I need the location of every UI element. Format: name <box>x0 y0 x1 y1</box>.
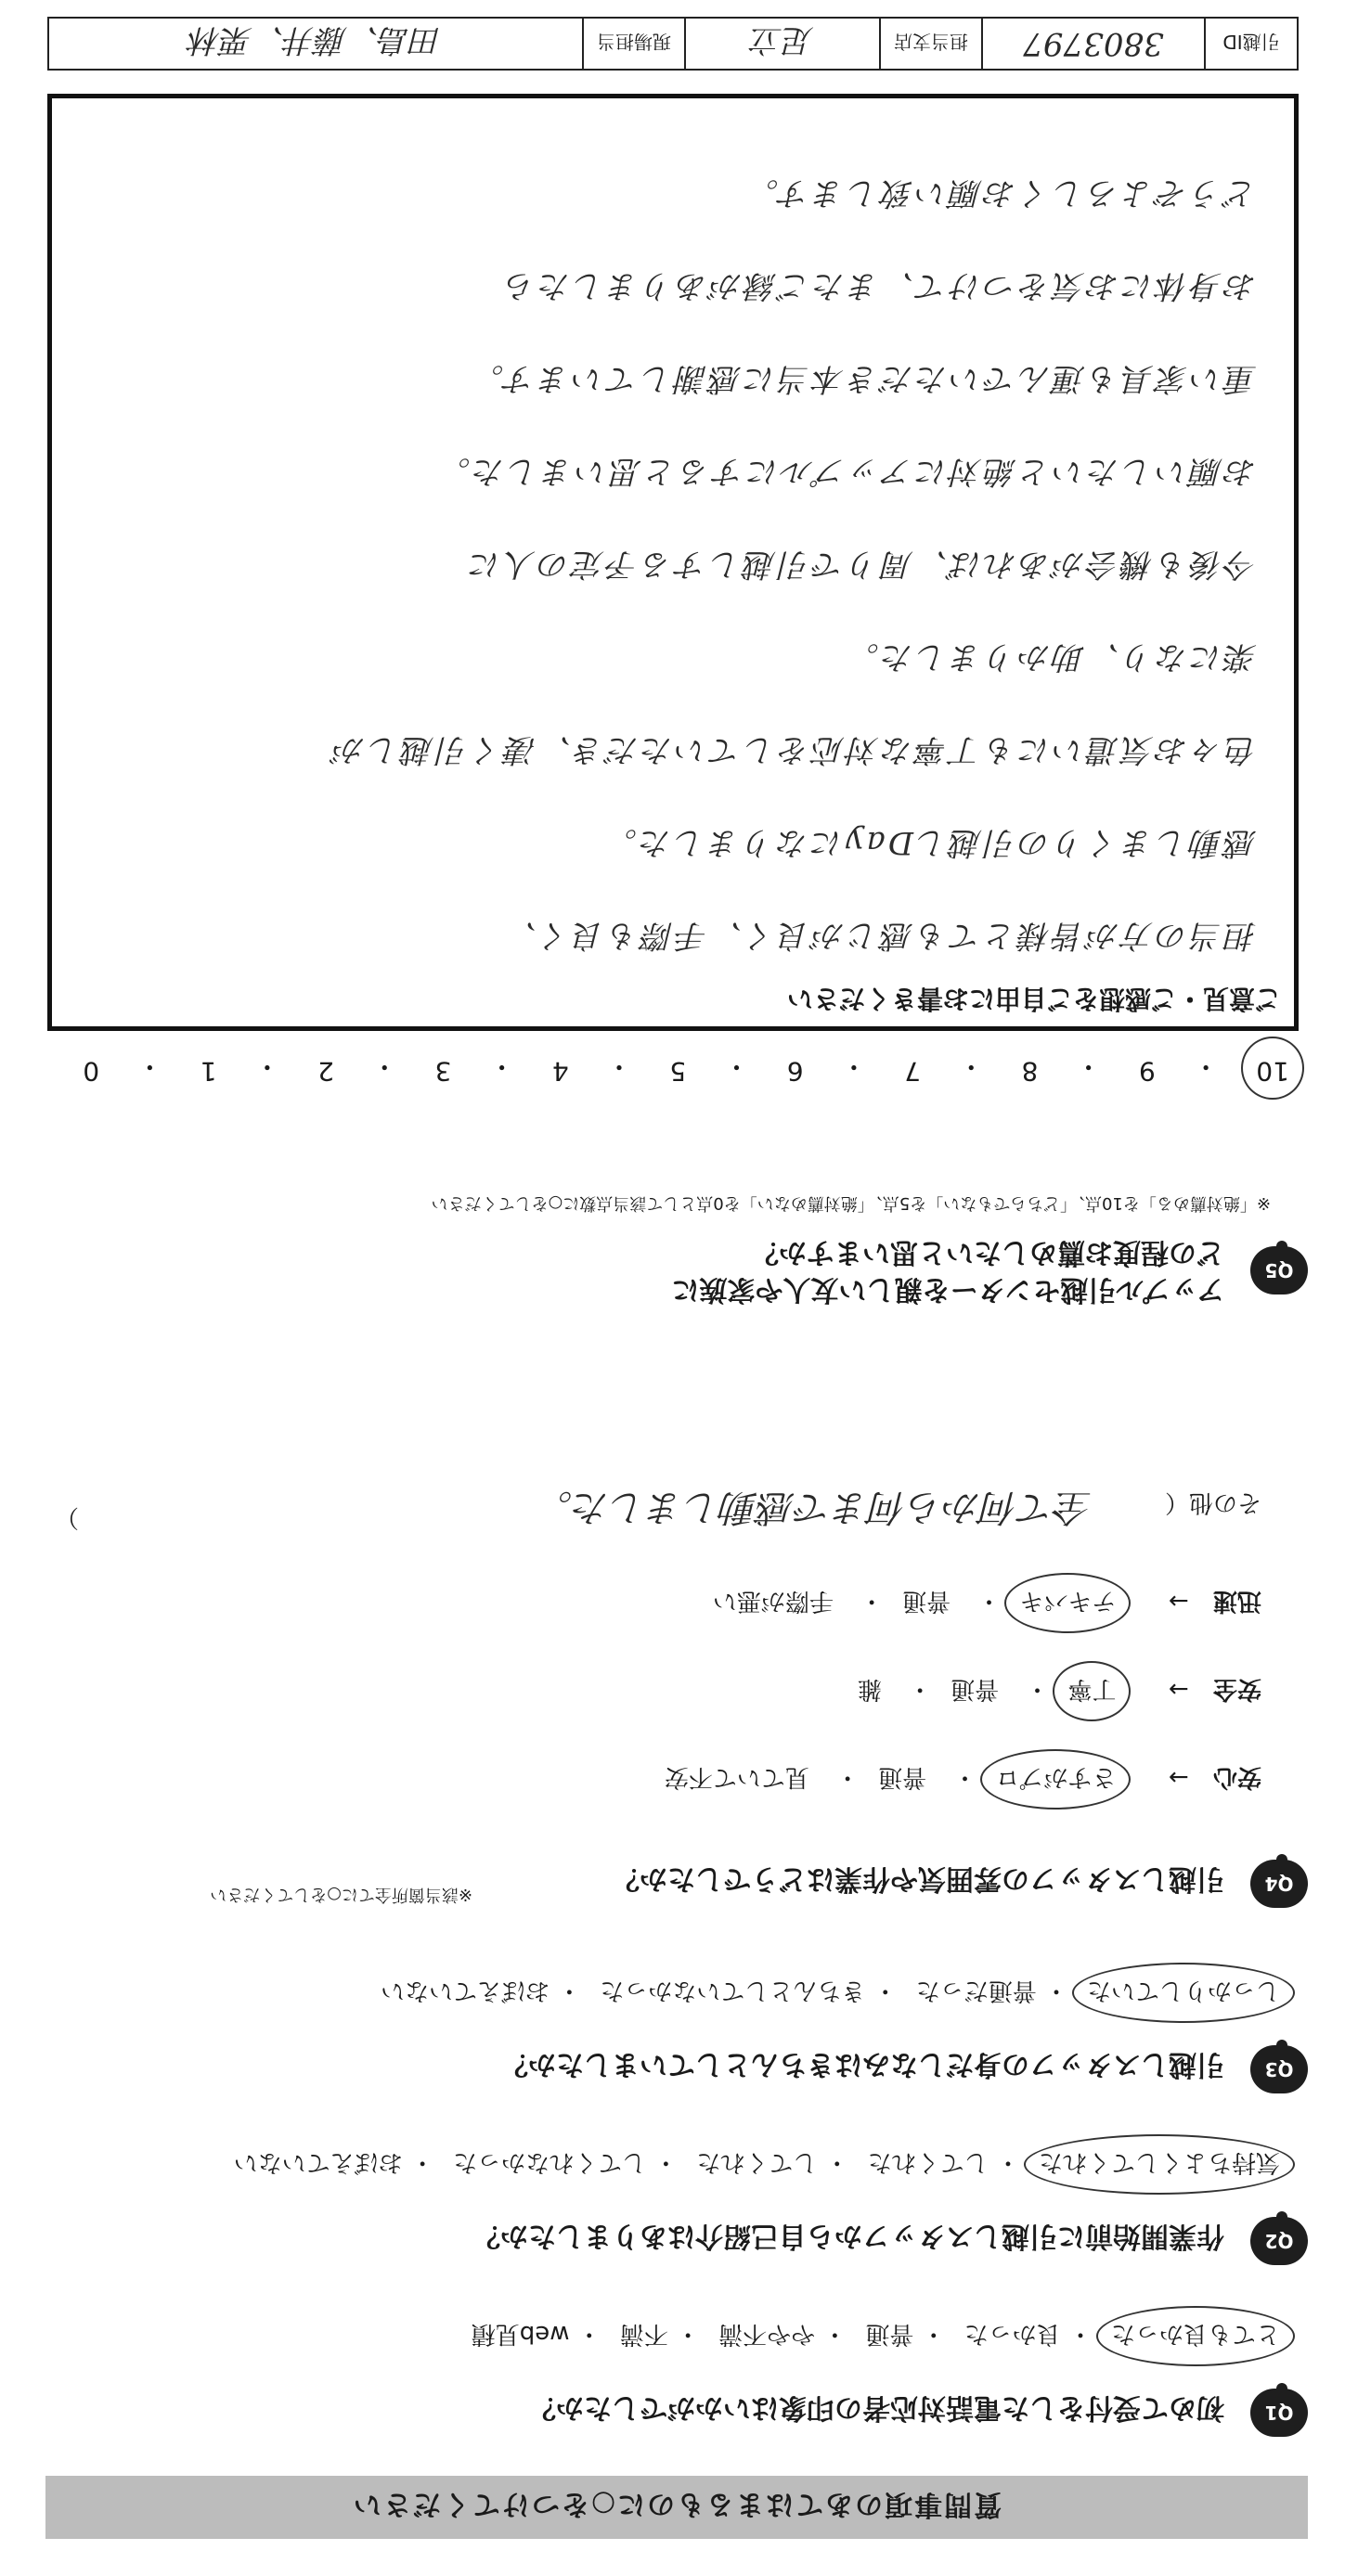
q4-jinsoku-option-0[interactable]: テキパキ <box>1019 1586 1116 1620</box>
q4-text: 引越しスタッフの雰囲気や作業はどうでしたか？ <box>612 1862 1224 1895</box>
q4-other-value[interactable]: 全て何から何まで感動しました。 <box>535 1486 1093 1528</box>
comment-line: 色々お気遣いにも丁寧な対応をしていただき、凄く引越しが <box>330 731 1257 768</box>
q1-options: とても良かった・ 良かった・ 普通・ やや不満・ 不満・ web見積 <box>472 2319 1280 2353</box>
q5-score-2[interactable]: 2 <box>317 1056 334 1087</box>
footer-info-table <box>47 17 1299 71</box>
q1-option-5[interactable]: web見積 <box>471 2320 570 2348</box>
q4-row-label: 安全 <box>1212 1675 1261 1703</box>
arrow-icon: → <box>1168 1675 1189 1703</box>
q4-anshin-option-1[interactable]: 普通 <box>878 1763 927 1791</box>
q3-option-2[interactable]: きちんとしていなかった <box>600 1977 866 2004</box>
q1-option-4[interactable]: 不満 <box>619 2320 668 2348</box>
q5-score-7[interactable]: 7 <box>904 1056 921 1087</box>
q5-score-4[interactable]: 4 <box>551 1056 569 1087</box>
q2-option-1[interactable]: してくれた <box>867 2148 989 2176</box>
footer-lead-value: 田島、藤井、栗林 <box>189 21 442 59</box>
q4-badge: Q4 <box>1250 1860 1308 1908</box>
footer-id-label: 引越ID <box>1204 19 1297 69</box>
q5-score-6[interactable]: 6 <box>786 1056 804 1087</box>
q5-text-line1: アップル引越センターを親しい友人や家族に <box>671 1273 1224 1306</box>
q3-options: しっかりしていた・ 普通だった・ きちんとしていなかった・ おぼえていない <box>381 1976 1280 2010</box>
q1-badge: Q1 <box>1250 2389 1308 2437</box>
q2-option-4[interactable]: おぼえていない <box>233 2148 403 2176</box>
question-2 <box>36 2145 1308 2265</box>
q2-badge: Q2 <box>1250 2217 1308 2265</box>
q4-row-jinsoku: 迅速 → テキパキ・ 普通・ 手際が悪い <box>713 1586 1261 1620</box>
q4-other-row <box>55 1484 1261 1537</box>
question-5 <box>36 1096 1308 1319</box>
comment-line: 感動しまくりの引越しDayになりました。 <box>602 824 1257 861</box>
q4-row-label: 迅速 <box>1212 1587 1261 1615</box>
q1-option-3[interactable]: やや不満 <box>718 2320 816 2348</box>
footer-id-value: 3803797 <box>981 19 1204 69</box>
q5-score-5[interactable]: 5 <box>669 1056 687 1087</box>
q2-text: 作業開始前に引越しスタッフから自己紹介はありましたか？ <box>472 2220 1224 2252</box>
comment-line: 重い家具も運んでいただき本当に感謝しています。 <box>469 360 1257 397</box>
q5-text-line2: どの程度お薦めしたいと思いますか？ <box>751 1236 1224 1269</box>
q5-badge: Q5 <box>1250 1246 1308 1294</box>
footer-branch-value: 足立 <box>684 19 879 69</box>
q5-score-8[interactable]: 8 <box>1021 1056 1039 1087</box>
q4-anzen-option-2[interactable]: 雑 <box>857 1675 882 1703</box>
q2-option-0[interactable]: 気持ちよくしてくれた <box>1039 2147 1280 2182</box>
comment-line: どうぞよろしくお願い致します。 <box>744 174 1257 212</box>
q3-option-1[interactable]: 普通だった <box>915 1977 1037 2004</box>
q4-row-anshin: 安心 → さすがプロ・ 普通・ 見ていて不安 <box>665 1762 1261 1797</box>
comment-line: 今後も機会があれば、周りで引越しする予定の人に <box>467 546 1257 583</box>
q4-row-label: 安心 <box>1212 1763 1261 1791</box>
q4-anshin-option-2[interactable]: 見ていて不安 <box>664 1763 809 1791</box>
q4-other-label: その他（ <box>1164 1488 1261 1516</box>
arrow-icon: → <box>1168 1587 1189 1615</box>
q5-note: ※「絶対薦める」を10点、「どちらでもない」を5点、「絶対薦めない」を0点として該当点数に○をしてください <box>431 1193 1271 1213</box>
q1-text: 初めて受付をした電話対応者の印象はいかがでしたか？ <box>528 2391 1224 2424</box>
q2-option-2[interactable]: してくれた <box>696 2148 818 2176</box>
q4-anzen-option-1[interactable]: 普通 <box>951 1675 1000 1703</box>
q5-score-1[interactable]: 1 <box>200 1056 217 1087</box>
arrow-icon: → <box>1168 1763 1189 1791</box>
q1-option-2[interactable]: 普通 <box>865 2320 914 2348</box>
q3-text: 引越しスタッフの身だしなみはきちんとしていましたか？ <box>500 2048 1224 2080</box>
q4-note: ※該当箇所全てに○をしてください <box>210 1885 472 1904</box>
question-3 <box>36 1973 1308 2093</box>
comment-line: お願いしたいと絶対にアップルにすると思いました。 <box>435 453 1257 490</box>
comment-line: お身体にお気をつけて、またご縁がありましたら <box>501 267 1257 304</box>
q4-anzen-option-0[interactable]: 丁寧 <box>1067 1674 1116 1708</box>
q1-option-1[interactable]: 良かった <box>963 2320 1061 2348</box>
q5-scale: 10 ・ 9 ・ 8 ・ 7 ・ 6 ・ 5 ・ 4 ・ 3 ・ 2 ・ 1 ・ 0 <box>83 1051 1289 1087</box>
q3-option-3[interactable]: おぼえていない <box>381 1977 550 2004</box>
q4-row-anzen: 安全 → 丁寧・ 普通・ 雑 <box>858 1674 1261 1708</box>
footer-lead-label: 現場担当 <box>582 19 684 69</box>
q4-anshin-option-0[interactable]: さすがプロ <box>995 1762 1116 1797</box>
q5-score-3[interactable]: 3 <box>434 1056 452 1087</box>
question-1 <box>36 2316 1308 2437</box>
q2-options: 気持ちよくしてくれた・ してくれた・ してくれた・ してくれなかった・ おぼえていない <box>234 2147 1280 2182</box>
q5-score-10[interactable]: 10 <box>1256 1050 1289 1087</box>
q1-option-0[interactable]: とても良かった <box>1111 2319 1280 2353</box>
q2-option-3[interactable]: してくれなかった <box>453 2148 647 2176</box>
q4-jinsoku-option-2[interactable]: 手際が悪い <box>712 1587 834 1615</box>
comment-line: 楽になり、助かりました。 <box>845 638 1257 676</box>
q5-score-0[interactable]: 0 <box>83 1056 100 1087</box>
q4-other-close: ） <box>55 1503 80 1531</box>
comments-title: ご意見・ご感想をご自由にお書きください <box>786 984 1281 1014</box>
q4-jinsoku-option-1[interactable]: 普通 <box>902 1587 951 1615</box>
instruction-header: 質問事項のあてはまるものに○をつけてください <box>45 2476 1308 2539</box>
q5-score-9[interactable]: 9 <box>1138 1056 1156 1087</box>
comments-box[interactable] <box>47 94 1299 1031</box>
question-4 <box>36 1333 1308 1908</box>
comment-line: 担当の方が皆様とても感じが良く、手際も良く、 <box>502 917 1257 954</box>
q3-badge: Q3 <box>1250 2045 1308 2093</box>
footer-branch-label: 担当支店 <box>879 19 981 69</box>
q3-option-0[interactable]: しっかりしていた <box>1087 1976 1280 2010</box>
